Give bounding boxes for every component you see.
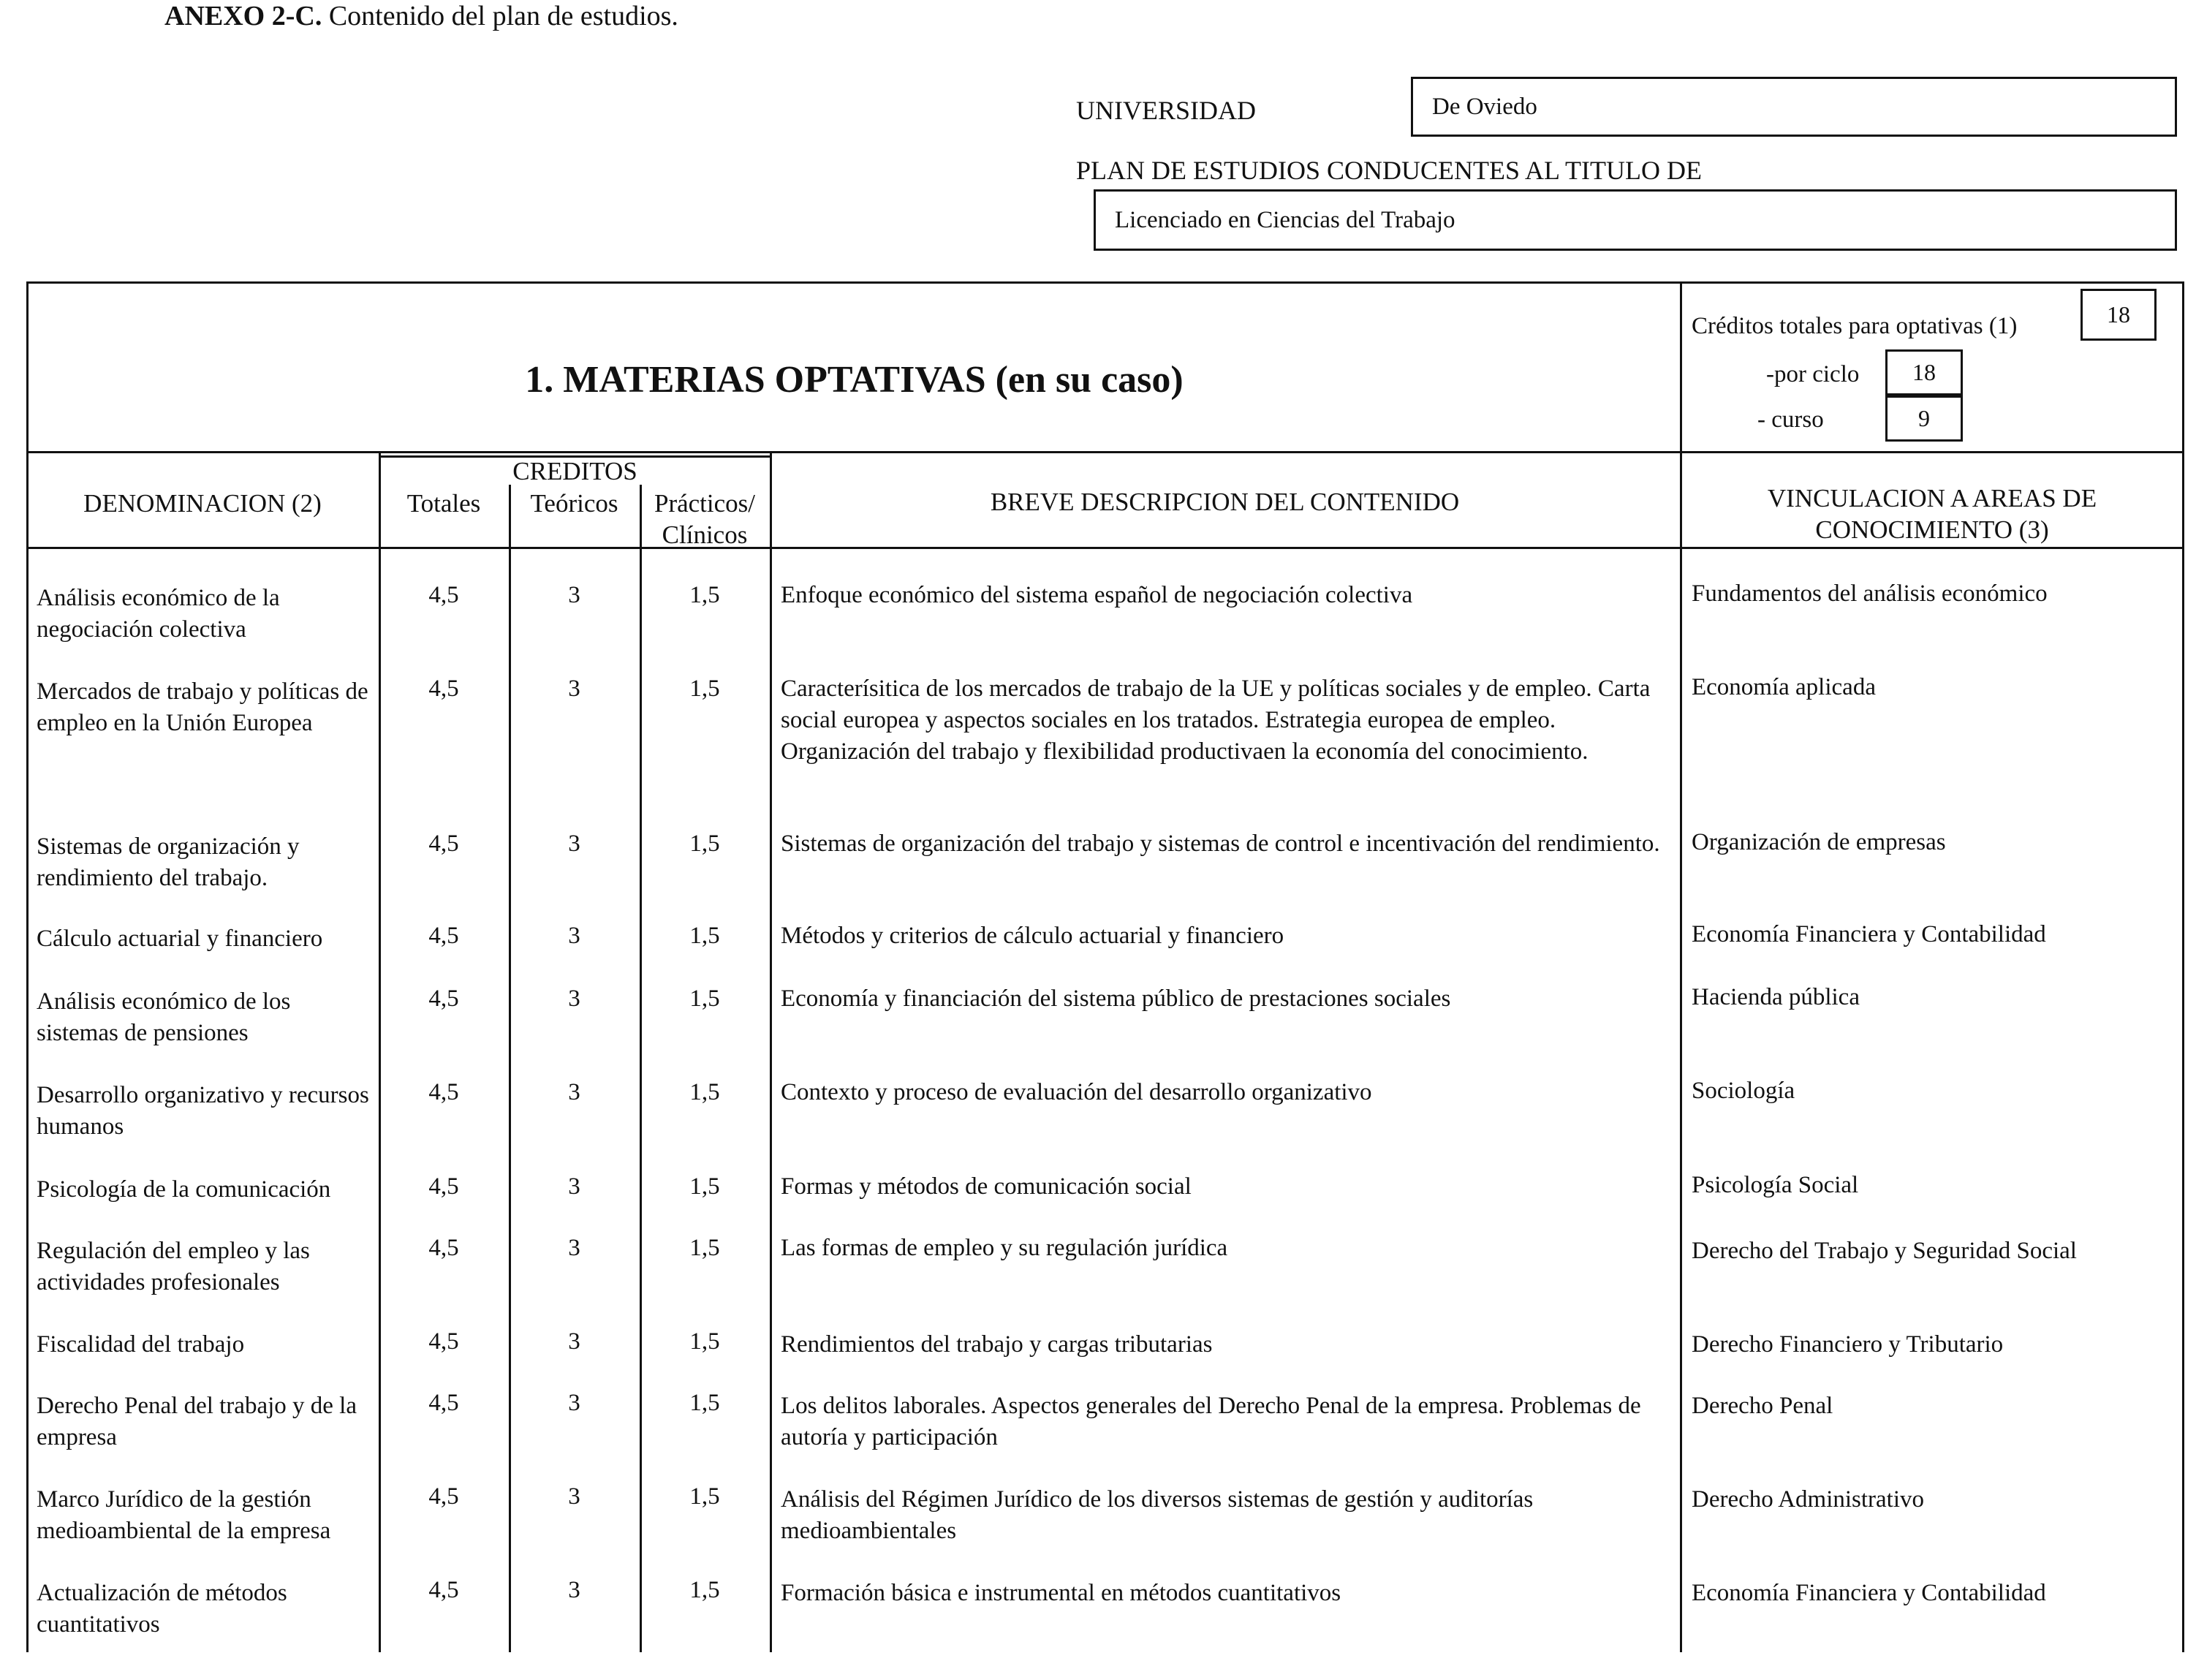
col-line-practicos (640, 485, 642, 1652)
row-descripcion: Los delitos laborales. Aspectos generales del Derecho Penal de la empresa. Problemas de autoría y participación (781, 1393, 1641, 1450)
row-totales: 4,5 (428, 985, 459, 1012)
row-descripcion: Caracterísitica de los mercados de trabajo de la UE y políticas sociales y de empleo. Carta social europea y aspectos sociales en los tratados. Estrategia europea de empleo. Organización del trabajo y flexibilidad productivaen la economía del conocimiento. (781, 676, 1651, 765)
universidad-label: UNIVERSIDAD (1076, 96, 1256, 125)
header-practicos-line1: Prácticos/ (654, 489, 756, 518)
row-totales: 4,5 (428, 676, 459, 702)
plan-value: Licenciado en Ciencias del Trabajo (1115, 206, 1455, 233)
row-descripcion: Análisis del Régimen Jurídico de los diversos sistemas de gestión y auditorías medioambientales (781, 1486, 1534, 1544)
row-denominacion: Análisis económico de la negociación colectiva (37, 585, 280, 643)
row-denominacion: Sistemas de organización y rendimiento del trabajo. (37, 833, 300, 891)
row-area: Derecho Financiero y Tributario (1692, 1331, 2004, 1358)
row-descripcion: Las formas de empleo y su regulación jurídica (781, 1235, 1228, 1261)
optativas-total-box (2080, 289, 2157, 341)
header-vinculacion-line1: VINCULACION A AREAS DE (1767, 484, 2097, 512)
row-teoricos: 3 (568, 830, 580, 857)
row-totales: 4,5 (428, 830, 459, 857)
row-area: Economía Financiera y Contabilidad (1692, 921, 2046, 947)
row-descripcion: Formas y métodos de comunicación social (781, 1173, 1192, 1200)
row-denominacion: Cálculo actuarial y financiero (37, 926, 323, 952)
row-practicos: 1,5 (689, 1483, 720, 1510)
row-denominacion: Fiscalidad del trabajo (37, 1331, 245, 1358)
universidad-value: De Oviedo (1432, 93, 1537, 120)
row-denominacion: Regulación del empleo y las actividades profesionales (37, 1238, 310, 1295)
header-divider (26, 547, 2184, 549)
row-totales: 4,5 (428, 923, 459, 949)
row-practicos: 1,5 (689, 676, 720, 702)
plan-label: PLAN DE ESTUDIOS CONDUCENTES AL TITULO DE (1076, 156, 1702, 185)
row-teoricos: 3 (568, 676, 580, 702)
annex-title: Contenido del plan de estudios. (328, 1, 678, 31)
optativas-curso-box (1885, 396, 1963, 442)
optativas-curso-value: 9 (1918, 405, 1930, 431)
row-area: Fundamentos del análisis económico (1692, 580, 2048, 607)
row-area: Organización de empresas (1692, 829, 1946, 855)
row-totales: 4,5 (428, 1483, 459, 1510)
col-line-teoricos (509, 485, 511, 1652)
row-teoricos: 3 (568, 923, 580, 949)
optativas-total-label: Créditos totales para optativas (1) (1692, 313, 2018, 339)
optativas-ciclo-value: 18 (1912, 359, 1936, 385)
row-practicos: 1,5 (689, 582, 720, 608)
row-descripcion: Rendimientos del trabajo y cargas tributarias (781, 1331, 1213, 1358)
row-descripcion: Sistemas de organización del trabajo y sistemas de control e incentivación del rendimiento. (781, 830, 1660, 857)
row-descripcion: Economía y financiación del sistema público de prestaciones sociales (781, 985, 1451, 1012)
universidad-field (1411, 77, 2177, 137)
header-practicos (640, 488, 770, 550)
optativas-curso-label: - curso (1757, 406, 1824, 433)
row-area: Hacienda pública (1692, 984, 1860, 1010)
plan-field (1094, 189, 2177, 251)
row-teoricos: 3 (568, 1173, 580, 1200)
row-area: Sociología (1692, 1078, 1795, 1104)
row-descripcion: Formación básica e instrumental en métodos cuantitativos (781, 1580, 1341, 1606)
row-practicos: 1,5 (689, 1328, 720, 1355)
row-area: Derecho Administrativo (1692, 1486, 1925, 1513)
row-descripcion: Enfoque económico del sistema español de negociación colectiva (781, 582, 1413, 608)
row-practicos: 1,5 (689, 923, 720, 949)
annex-heading (164, 0, 678, 32)
row-teoricos: 3 (568, 1483, 580, 1510)
row-teoricos: 3 (568, 1328, 580, 1355)
row-area: Economía aplicada (1692, 674, 1876, 700)
header-practicos-line2: Clínicos (662, 521, 748, 549)
row-area: Economía Financiera y Contabilidad (1692, 1580, 2046, 1606)
row-totales: 4,5 (428, 582, 459, 608)
row-descripcion: Contexto y proceso de evaluación del desarrollo organizativo (781, 1079, 1372, 1105)
row-denominacion: Derecho Penal del trabajo y de la empresa (37, 1393, 357, 1450)
annex-number: ANEXO 2-C. (164, 1, 322, 31)
row-area: Psicología Social (1692, 1172, 1859, 1198)
header-teoricos: Teóricos (530, 489, 618, 518)
header-denominacion: DENOMINACION (2) (83, 489, 322, 518)
row-practicos: 1,5 (689, 1577, 720, 1603)
row-teoricos: 3 (568, 985, 580, 1012)
row-teoricos: 3 (568, 1235, 580, 1261)
row-totales: 4,5 (428, 1390, 459, 1416)
row-practicos: 1,5 (689, 985, 720, 1012)
col-line-descripcion (770, 453, 772, 1652)
row-denominacion: Mercados de trabajo y políticas de empleo en la Unión Europea (37, 678, 368, 736)
row-denominacion: Actualización de métodos cuantitativos (37, 1580, 287, 1638)
row-teoricos: 3 (568, 1079, 580, 1105)
row-practicos: 1,5 (689, 1390, 720, 1416)
col-line-totales (379, 453, 381, 1652)
row-teoricos: 3 (568, 582, 580, 608)
title-divider (26, 451, 2184, 453)
optativas-ciclo-box (1885, 349, 1963, 396)
optativas-ciclo-label: -por ciclo (1766, 361, 1860, 387)
row-denominacion: Desarrollo organizativo y recursos humanos (37, 1082, 369, 1140)
row-area: Derecho Penal (1692, 1393, 1833, 1419)
header-vinculacion-line2: CONOCIMIENTO (3) (1815, 515, 2049, 544)
header-creditos: CREDITOS (512, 457, 637, 485)
row-practicos: 1,5 (689, 1079, 720, 1105)
row-teoricos: 3 (568, 1577, 580, 1603)
row-totales: 4,5 (428, 1577, 459, 1603)
row-totales: 4,5 (428, 1235, 459, 1261)
row-denominacion: Marco Jurídico de la gestión medioambiental de la empresa (37, 1486, 331, 1544)
row-area: Derecho del Trabajo y Seguridad Social (1692, 1238, 2077, 1264)
row-practicos: 1,5 (689, 830, 720, 857)
row-totales: 4,5 (428, 1173, 459, 1200)
header-descripcion: BREVE DESCRIPCION DEL CONTENIDO (990, 488, 1460, 516)
section-title: 1. MATERIAS OPTATIVAS (en su caso) (525, 359, 1184, 401)
row-denominacion: Psicología de la comunicación (37, 1176, 331, 1203)
row-descripcion: Métodos y criterios de cálculo actuarial y financiero (781, 923, 1284, 949)
optativas-total-value: 18 (2107, 301, 2130, 328)
row-totales: 4,5 (428, 1079, 459, 1105)
row-practicos: 1,5 (689, 1173, 720, 1200)
header-totales: Totales (406, 489, 481, 518)
row-totales: 4,5 (428, 1328, 459, 1355)
row-teoricos: 3 (568, 1390, 580, 1416)
header-vinculacion (1680, 483, 2184, 545)
row-practicos: 1,5 (689, 1235, 720, 1261)
row-denominacion: Análisis económico de los sistemas de pensiones (37, 988, 291, 1046)
